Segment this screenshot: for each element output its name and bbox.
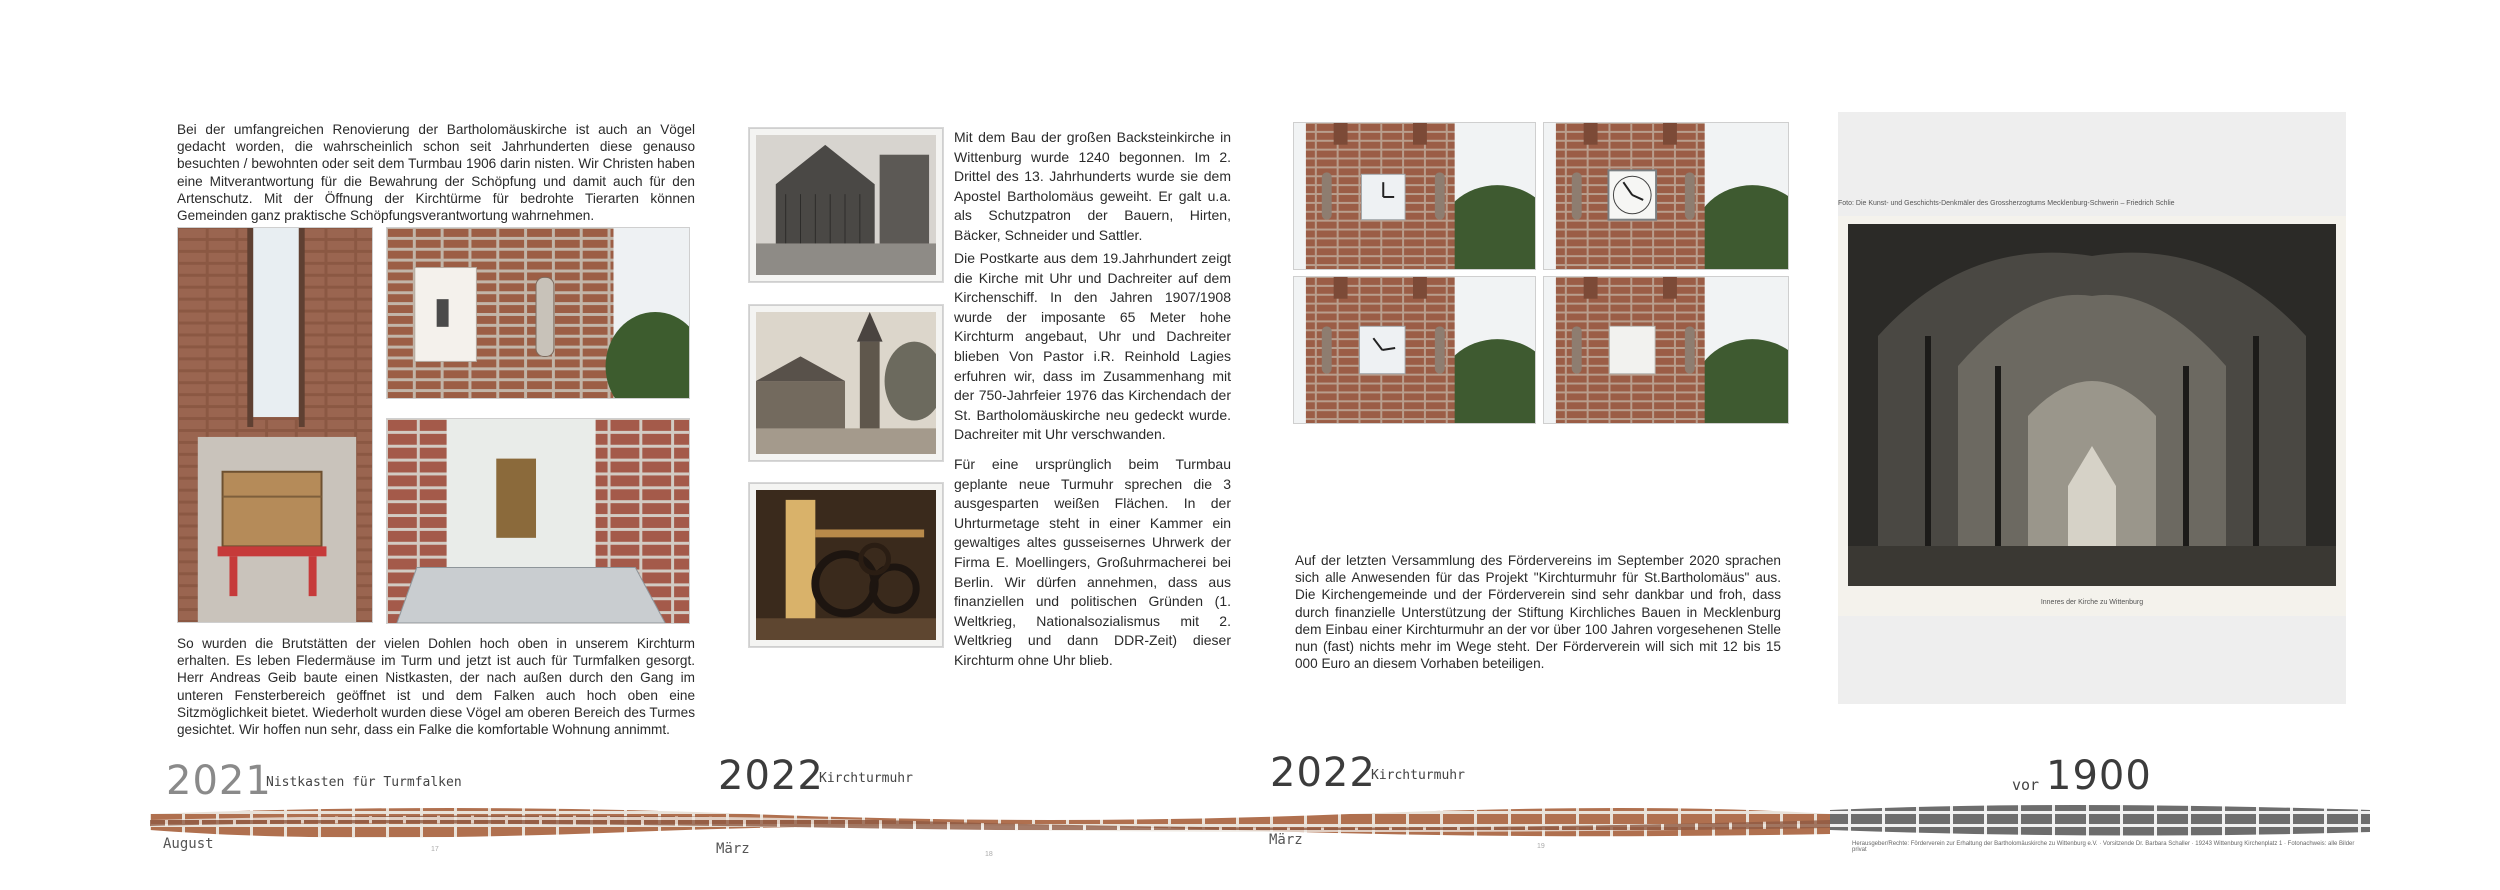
timeline-year-2: 2022 — [718, 753, 824, 799]
history-text-3: Für eine ursprünglich beim Turmbau geplante neue Turmuhr sprechen die 3 ausgesparten weißen Flächen. In der Uhrturmetage steht in einer Kammer ein gewaltiges altes gusseisernes Uhrwerk der Firma E. Moellingers, Großuhrmacherei bei Berlin. Wir dürfen annehmen, dass aus finanziellen und politischen Gründen (1. Weltkrieg, Nationalsozialismus mit 2. Weltkrieg und dann DDR-Zeit) dieser Kirchturm ohne Uhr blieb. — [954, 456, 1231, 668]
timeline-prefix-4: vor — [2012, 776, 2040, 794]
tower-clock-photo-3 — [1293, 276, 1536, 424]
tower-clock-photo-1 — [1293, 122, 1536, 270]
intro-text: Bei der umfangreichen Renovierung der Bartholomäuskirche ist auch an Vögel gedacht worden, die wahrscheinlich schon seit Jahrhunderten diese genauso besuchten / bewohnten oder seit dem Turmbau 1906 darin nisten. Wir Christen haben eine Mitverantwortung für die Bewahrung der Schöpfung und damit auch für den Artenschutz. Mit der Öffnung der Kirchtürme für bedrohte Tierarten können Gemeinden ganz praktische Schöpfungsverantwortung wahrnehmen. — [177, 122, 695, 224]
timeline-year-4: 1900 — [2046, 753, 2152, 799]
brick-strip — [150, 800, 2370, 840]
window-wall-photo — [386, 227, 690, 399]
timeline-month-1: August — [163, 836, 214, 852]
timeline-month-3: März — [1269, 832, 1303, 848]
history-text-2: Die Postkarte aus dem 19.Jahrhundert zeigt die Kirche mit Uhr und Dachreiter auf dem Kirchenschiff. In den Jahren 1907/1908 wurde der imposante 65 Meter hohe Kirchturm angebaut, Uhr und Dachreiter blieben Von Pastor i.R. Reinhold Lagies erfuhren wir, dass im Zusammenhang mit der 750-Jahrfeier 1976 das Kirchendach der St. Bartholomäuskirche neu gedeckt wurde. Dachreiter mit Uhr verschwanden. — [954, 250, 1231, 443]
landing-board-photo — [386, 418, 690, 624]
engraving-caption: Inneres der Kirche zu Wittenburg — [2040, 599, 2144, 606]
nesting-box-photo — [177, 227, 373, 623]
timeline-label-2: Kirchturmuhr — [819, 771, 913, 786]
timeline-tick-2: 18 — [985, 851, 993, 858]
history-text-1: Mit dem Bau der großen Backsteinkirche in Wittenburg wurde 1240 begonnen. Im 2. Drittel des 13. Jahrhunderts wurde sie dem Apostel Bartholomäus geweiht. Er galt u.a. als Schutzpatron der Bauern, Hirten, Bäcker, Schneider und Sattler. — [954, 129, 1231, 243]
timeline-month-2: März — [716, 841, 750, 857]
publisher-footer: Herausgeber/Rechte: Förderverein zur Erhaltung der Bartholomäuskirche zu Wittenburg e.V. · Vorsitzende Dr. Barbara Schaller · 19243 Wittenburg Kirchenplatz 1 · Fotonachweis: alle Bilder privat — [1852, 841, 2355, 853]
timeline-label-3: Kirchturmuhr — [1371, 768, 1465, 783]
timeline-year-1: 2021 — [166, 758, 272, 804]
church-interior-engraving — [1838, 216, 2346, 616]
timeline-tick-1: 17 — [431, 846, 439, 853]
church-postcard-photo — [749, 128, 943, 282]
clockwork-photo — [749, 483, 943, 647]
historic-postcard-photo — [749, 305, 943, 461]
tower-clock-photo-2 — [1543, 122, 1789, 270]
outro-text: So wurden die Brutstätten der vielen Dohlen hoch oben in unserem Kirchturm erhalten. Es leben Fledermäuse im Turm und jetzt ist auch für Turmfalken gesorgt. Herr Andreas Geib baute einen Nistkasten, der nach außen durch den Gang im unteren Fensterbereich geöffnet ist und dem Falken auch hoch oben eine Sitzmöglichkeit bietet. Wiederholt wurden diese Vögel am oberen Bereich des Turmes gesichtet. Wir hoffen nun sehr, dass ein Falke die komfortable Wohnung annimmt. — [177, 636, 695, 738]
tower-clock-photo-4 — [1543, 276, 1789, 424]
photo-credit: Foto: Die Kunst- und Geschichts-Denkmäler des Grossherzogtums Mecklenburg-Schwerin – Friedrich Schlie — [1838, 200, 2175, 207]
timeline-year-3: 2022 — [1270, 750, 1376, 796]
timeline-label-1: Nistkasten für Turmfalken — [266, 775, 462, 790]
project-text: Auf der letzten Versammlung des Fördervereins im September 2020 sprachen sich alle Anwesenden für das Projekt "Kirchturmuhr für St.Bartholomäus" aus. Die Kirchengemeinde und der Förderverein sind sehr dankbar und froh, dass durch finanzielle Unterstützung der Stiftung Kirchliches Bauen in Mecklenburg dem Einbau einer Kirchturmuhr an der vor über 100 Jahren vorgesehenen Stelle nun (fast) nichts mehr im Wege steht. Der Förderverein will sich mit 12 bis 15 000 Euro an diesem Vorhaben beteiligen. — [1295, 553, 1781, 672]
timeline-tick-3: 19 — [1537, 843, 1545, 850]
